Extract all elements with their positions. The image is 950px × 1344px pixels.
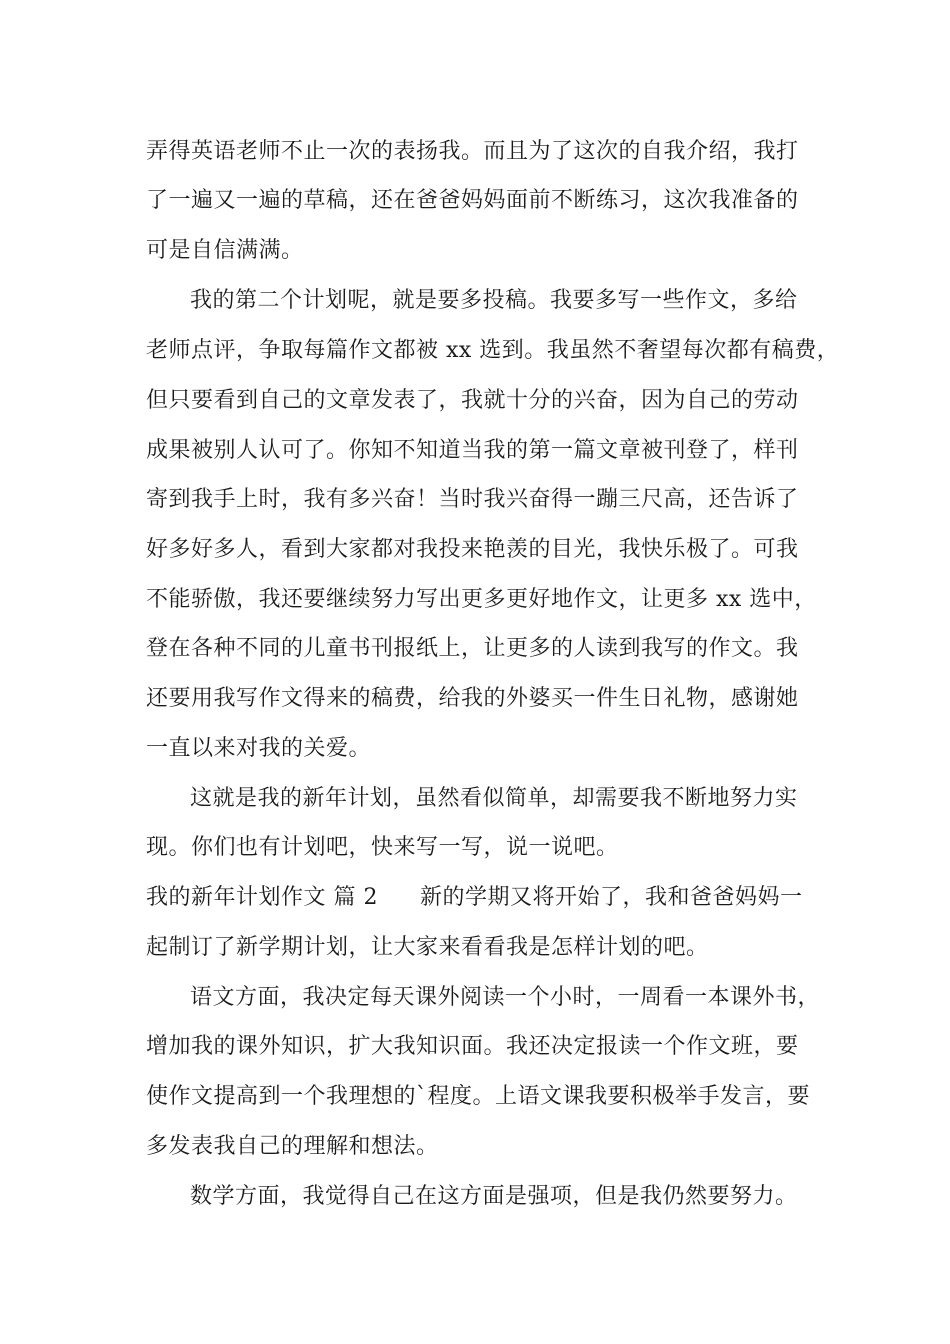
text-line: 多发表我自己的理解和想法。 [146, 1134, 439, 1159]
text-line: 不能骄傲，我还要继续努力写出更多更好地作文，让更多 xx 选中， [146, 587, 817, 612]
text-line: 可是自信满满。 [146, 238, 304, 263]
text-line: 但只要看到自己的文章发表了，我就十分的兴奋，因为自己的劳动 [146, 388, 799, 413]
text-line: 一直以来对我的关爱。 [146, 736, 372, 761]
text-line: 增加我的课外知识，扩大我知识面。我还决定报读一个作文班，要 [146, 1034, 799, 1059]
text-line: 寄到我手上时，我有多兴奋！当时我兴奋得一蹦三尺高，还告诉了 [146, 487, 799, 512]
text-line: 弄得英语老师不止一次的表扬我。而且为了这次的自我介绍，我打 [146, 139, 799, 164]
text-line: 登在各种不同的儿童书刊报纸上，让更多的人读到我写的作文。我 [146, 636, 799, 661]
text-line: 老师点评，争取每篇作文都被 xx 选到。我虽然不奢望每次都有稿费， [146, 338, 840, 363]
text-line: 新的学期又将开始了，我和爸爸妈妈一 [419, 885, 803, 910]
text-line: 好多好多人，看到大家都对我投来艳羡的目光，我快乐极了。可我 [146, 537, 799, 562]
section-heading: 我的新年计划作文 篇 2 [146, 885, 378, 910]
paragraph-start-line: 我的第二个计划呢，就是要多投稿。我要多写一些作文，多给 [190, 288, 798, 313]
text-line: 现。你们也有计划吧，快来写一写，说一说吧。 [146, 835, 619, 860]
text-line: 起制订了新学期计划，让大家来看看我是怎样计划的吧。 [146, 935, 709, 960]
text-line: 了一遍又一遍的草稿，还在爸爸妈妈面前不断练习，这次我准备的 [146, 188, 799, 213]
paragraph-start-line: 这就是我的新年计划，虽然看似简单，却需要我不断地努力实 [190, 786, 798, 811]
text-line: 使作文提高到一个我理想的`程度。上语文课我要积极举手发言，要 [146, 1084, 811, 1109]
section-heading-line [146, 883, 803, 913]
paragraph-start-line: 数学方面，我觉得自己在这方面是强项，但是我仍然要努力。 [190, 1184, 798, 1209]
text-line: 还要用我写作文得来的稿费，给我的外婆买一件生日礼物，感谢她 [146, 686, 799, 711]
text-line: 成果被别人认可了。你知不知道当我的第一篇文章被刊登了，样刊 [146, 438, 799, 463]
paragraph-start-line: 语文方面，我决定每天课外阅读一个小时，一周看一本课外书， [190, 985, 821, 1010]
